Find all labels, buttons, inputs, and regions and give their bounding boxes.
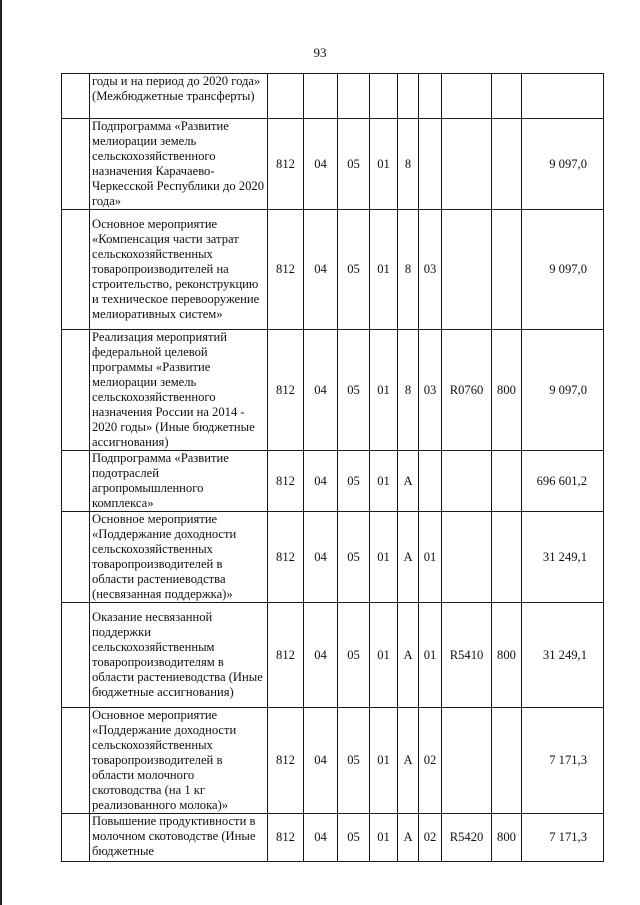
section-code-cell: 04 — [304, 330, 338, 451]
target-code-cell — [442, 210, 492, 330]
table-row — [62, 603, 604, 708]
target-code-cell: R5420 — [442, 814, 492, 862]
subprogram-code-cell: А — [398, 512, 419, 603]
ministry-code-cell: 812 — [268, 119, 304, 210]
subprogram-code-cell: А — [398, 814, 419, 862]
ministry-code-cell: 812 — [268, 814, 304, 862]
subsection-code-cell: 05 — [338, 210, 370, 330]
program-code-cell — [370, 74, 398, 119]
budget-table — [61, 73, 604, 862]
activity-code-cell — [419, 451, 442, 512]
subsection-code-cell — [338, 74, 370, 119]
row-number-cell — [62, 814, 90, 862]
row-number-cell — [62, 210, 90, 330]
target-code-cell: R0760 — [442, 330, 492, 451]
expense-type-cell: 800 — [492, 330, 522, 451]
expense-type-cell — [492, 451, 522, 512]
ministry-code-cell: 812 — [268, 451, 304, 512]
row-number-cell — [62, 119, 90, 210]
subsection-code-cell: 05 — [338, 603, 370, 708]
ministry-code-cell — [268, 74, 304, 119]
activity-code-cell — [419, 119, 442, 210]
table-row — [62, 708, 604, 814]
activity-code-cell: 03 — [419, 330, 442, 451]
description-cell: Основное мероприятие «Компенсация части затрат сельскохозяйственных товаропроизводителей на строительство, реконструкцию и техническое перевооружение мелиоративных систем» — [90, 210, 268, 330]
ministry-code-cell: 812 — [268, 330, 304, 451]
ministry-code-cell: 812 — [268, 210, 304, 330]
amount-cell: 31 249,1 — [522, 603, 604, 708]
table-row — [62, 119, 604, 210]
activity-code-cell: 02 — [419, 814, 442, 862]
amount-cell: 7 171,3 — [522, 814, 604, 862]
row-number-cell — [62, 512, 90, 603]
program-code-cell: 01 — [370, 603, 398, 708]
amount-cell: 9 097,0 — [522, 330, 604, 451]
subsection-code-cell: 05 — [338, 512, 370, 603]
subprogram-code-cell: А — [398, 451, 419, 512]
expense-type-cell — [492, 119, 522, 210]
description-cell: Основное мероприятие «Поддержание доходности сельскохозяйственных товаропроизводителей в области молочного скотоводства (на 1 кг реализованного молока)» — [90, 708, 268, 814]
subsection-code-cell: 05 — [338, 708, 370, 814]
amount-cell: 696 601,2 — [522, 451, 604, 512]
section-code-cell: 04 — [304, 708, 338, 814]
subprogram-code-cell: 8 — [398, 210, 419, 330]
section-code-cell: 04 — [304, 814, 338, 862]
expense-type-cell — [492, 210, 522, 330]
description-cell: Подпрограмма «Развитие мелиорации земель сельскохозяйственного назначения Карачаево-Черкесской Республики до 2020 года» — [90, 119, 268, 210]
expense-type-cell: 800 — [492, 603, 522, 708]
target-code-cell — [442, 451, 492, 512]
target-code-cell — [442, 708, 492, 814]
amount-cell: 7 171,3 — [522, 708, 604, 814]
program-code-cell: 01 — [370, 451, 398, 512]
section-code-cell: 04 — [304, 512, 338, 603]
program-code-cell: 01 — [370, 708, 398, 814]
description-cell: Подпрограмма «Развитие подотраслей агропромышленного комплекса» — [90, 451, 268, 512]
section-code-cell: 04 — [304, 119, 338, 210]
amount-cell — [522, 74, 604, 119]
activity-code-cell: 01 — [419, 603, 442, 708]
table-row — [62, 330, 604, 451]
description-cell: Основное мероприятие «Поддержание доходности сельскохозяйственных товаропроизводителей в области растениеводства (несвязанная поддержка)» — [90, 512, 268, 603]
expense-type-cell: 800 — [492, 814, 522, 862]
description-cell: годы и на период до 2020 года» (Межбюджетные трансферты) — [90, 74, 268, 119]
expense-type-cell — [492, 512, 522, 603]
row-number-cell — [62, 330, 90, 451]
activity-code-cell: 03 — [419, 210, 442, 330]
expense-type-cell — [492, 708, 522, 814]
row-number-cell — [62, 451, 90, 512]
activity-code-cell — [419, 74, 442, 119]
ministry-code-cell: 812 — [268, 512, 304, 603]
subsection-code-cell: 05 — [338, 814, 370, 862]
expense-type-cell — [492, 74, 522, 119]
row-number-cell — [62, 708, 90, 814]
program-code-cell: 01 — [370, 119, 398, 210]
activity-code-cell: 01 — [419, 512, 442, 603]
subsection-code-cell: 05 — [338, 119, 370, 210]
scan-edge — [0, 0, 2, 905]
amount-cell: 31 249,1 — [522, 512, 604, 603]
section-code-cell: 04 — [304, 451, 338, 512]
subprogram-code-cell: 8 — [398, 119, 419, 210]
subprogram-code-cell: А — [398, 708, 419, 814]
section-code-cell: 04 — [304, 210, 338, 330]
description-cell: Реализация мероприятий федеральной целевой программы «Развитие мелиорации земель сельскохозяйственного назначения России на 2014 - 2020 годы» (Иные бюджетные ассигнования) — [90, 330, 268, 451]
row-number-cell — [62, 603, 90, 708]
table-row — [62, 814, 604, 862]
table-row — [62, 512, 604, 603]
table-row — [62, 451, 604, 512]
target-code-cell — [442, 119, 492, 210]
program-code-cell: 01 — [370, 814, 398, 862]
subsection-code-cell: 05 — [338, 451, 370, 512]
page-number: 93 — [313, 45, 327, 60]
target-code-cell — [442, 512, 492, 603]
subprogram-code-cell: 8 — [398, 330, 419, 451]
section-code-cell — [304, 74, 338, 119]
description-cell: Оказание несвязанной поддержки сельскохозяйственным товаропроизводителям в области растениеводства (Иные бюджетные ассигнования) — [90, 603, 268, 708]
ministry-code-cell: 812 — [268, 708, 304, 814]
subsection-code-cell: 05 — [338, 330, 370, 451]
target-code-cell — [442, 74, 492, 119]
subprogram-code-cell: А — [398, 603, 419, 708]
row-number-cell — [62, 74, 90, 119]
table-row — [62, 74, 604, 119]
subprogram-code-cell — [398, 74, 419, 119]
table-row — [62, 210, 604, 330]
program-code-cell: 01 — [370, 330, 398, 451]
amount-cell: 9 097,0 — [522, 119, 604, 210]
program-code-cell: 01 — [370, 512, 398, 603]
target-code-cell: R5410 — [442, 603, 492, 708]
ministry-code-cell: 812 — [268, 603, 304, 708]
section-code-cell: 04 — [304, 603, 338, 708]
amount-cell: 9 097,0 — [522, 210, 604, 330]
activity-code-cell: 02 — [419, 708, 442, 814]
program-code-cell: 01 — [370, 210, 398, 330]
description-cell: Повышение продуктивности в молочном скотоводстве (Иные бюджетные — [90, 814, 268, 862]
